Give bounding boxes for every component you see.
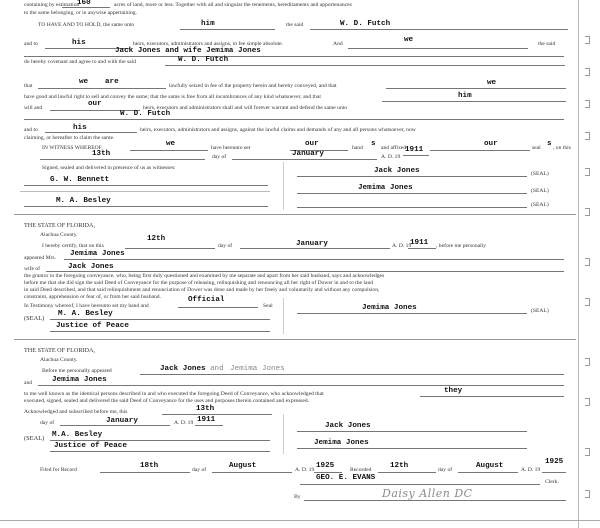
margin-tab — [585, 36, 590, 44]
we-2: we — [79, 78, 89, 86]
ack2-they: they — [444, 387, 463, 395]
ack1-ad: A. D. 19 — [392, 243, 412, 249]
ack2-grantor-faint: Jemima Jones — [230, 365, 285, 373]
ack1-wife-name: Jemima Jones — [70, 250, 125, 258]
section-divider-2 — [14, 339, 576, 340]
margin-tab — [585, 100, 590, 108]
margin-tab — [585, 168, 590, 176]
grantee-name-2: W. D. Futch — [178, 56, 229, 64]
habendum-said: the said — [286, 22, 304, 28]
ack2-day-of: day of — [40, 420, 55, 426]
ack1-signer: Jemima Jones — [362, 304, 417, 312]
seal-3: (SEAL) — [531, 202, 549, 208]
bottom-edge — [0, 520, 600, 521]
margin-tab — [585, 132, 590, 140]
margin-tab — [585, 448, 590, 456]
clerk-label: Clerk. — [545, 479, 559, 485]
filed-day-of: day of — [192, 467, 207, 473]
deed-ad: A. D. 19 — [381, 154, 401, 160]
ack1-official: Official — [188, 296, 225, 304]
ack1-seal: (SEAL) — [24, 315, 45, 322]
and-label: And — [333, 41, 343, 47]
deed-day-of: day of — [212, 154, 227, 160]
our-2: our — [305, 140, 319, 148]
seized-text: lawfully seized in fee of the property herein and hereby conveyed, and that — [169, 83, 337, 89]
his-2: his — [73, 124, 87, 132]
covenant-text: do hereby covenant and agree to and with the said — [24, 59, 136, 65]
filed-year: 1925 — [316, 462, 335, 470]
filed-ad: A. D. 19 — [295, 467, 315, 473]
we-3: we — [487, 79, 497, 87]
deed-line-0a: containing by estimation — [24, 2, 80, 8]
witness-label: IN WITNESS WHEREOF, — [42, 145, 103, 151]
deed-line-1: to the same belonging, or in anywise appertaining. — [24, 10, 137, 16]
ack1-husband: Jack Jones — [68, 263, 114, 271]
right-text: have good and lawful right to sell and convey the same; that the same is free from all incumbrances of any kind whatsoever, and that — [24, 94, 321, 100]
margin-tab — [585, 358, 590, 366]
recorded-year: 1925 — [545, 458, 564, 466]
ack1-body-3: in said Deed described, and that said relinquishment and renunciation of Dower was done and made by her freely and voluntarily and without any compulsion, — [24, 287, 380, 293]
ack1-column-rule — [283, 298, 284, 334]
ack1-body-2: before me that she did sign the said Deed of Conveyance for the purpose of releasing, relinquishing and renouncing all her right of Dower in and to the land — [24, 280, 374, 286]
seal-2: (SEAL) — [531, 188, 549, 194]
deed-line-0b: acres of land, more or less. Together with all and singular the tenements, hereditaments and appurtenances — [114, 2, 352, 8]
ack1-year: 1911 — [410, 239, 429, 247]
ack1-officer-title: Justice of Peace — [56, 322, 129, 330]
ack2-grantor-1: Jack Jones — [160, 365, 206, 373]
ack1-seal-word: Seal — [263, 303, 273, 309]
warrant-text: heirs, executors and administrators shall and will forever warrant and defend the same unto — [143, 105, 348, 111]
ack1-seal-2: (SEAL) — [531, 308, 549, 314]
ack1-day-of: day of — [218, 243, 233, 249]
our-1: our — [88, 100, 102, 108]
clerk-name: GEO. E. EVANS — [316, 474, 376, 482]
that-1: that — [24, 83, 33, 89]
ack1-body-1: the grantor in the foregoing conveyance, who, being first duly questioned and examined by me separate and apart from her said husband, says and acknowledges — [24, 273, 385, 279]
ack2-grantor-2: Jemima Jones — [52, 376, 107, 384]
grantors-names: Jack Jones and wife Jemima Jones — [115, 47, 261, 55]
seal-1: (SEAL) — [531, 171, 549, 177]
and-affixed: and affixed — [381, 145, 407, 151]
seal-label-1: seal — [532, 145, 541, 151]
him-2: him — [458, 92, 472, 100]
habendum-label: TO HAVE AND TO HOLD, the same unto — [38, 22, 135, 28]
are-1: are — [105, 78, 119, 86]
on-this: , on this — [553, 145, 571, 151]
ack2-column-rule — [283, 414, 284, 454]
ack2-county: Alachua County. — [40, 357, 78, 363]
margin-tab — [585, 208, 590, 216]
deputy-signature: Daisy Allen DC — [382, 487, 473, 500]
ack2-and-label: and — [24, 380, 33, 386]
margin-tab — [585, 490, 590, 498]
and-to-label: and to — [24, 41, 38, 47]
section-divider-1 — [14, 214, 576, 215]
ack2-seal: (SEAL) — [24, 435, 45, 442]
recorded-label: Recorded — [350, 467, 372, 473]
habendum-him: him — [201, 20, 215, 28]
ack1-testimony: In Testimony whereof, I have hereunto set my hand and — [24, 303, 149, 309]
ack2-executed: executed, signed, sealed and delivered the said Deed of Conveyance for the uses and purposes therein contained and expressed. — [24, 398, 310, 404]
ack2-and-word: and — [210, 365, 224, 373]
recorded-day-of: day of — [438, 467, 453, 473]
hand-label: hand — [352, 145, 363, 151]
filed-label: Filed for Record — [40, 467, 77, 473]
ack2-known: to me well known as the identical persons described in and who executed the foregoing Deed of Conveyance, who acknowledged that — [24, 391, 324, 397]
ack2-subscribed: Acknowledged and subscribed before me, this — [24, 409, 128, 415]
margin-tab — [585, 68, 590, 76]
ack2-officer-title: Justice of Peace — [54, 442, 127, 450]
by-label: By — [294, 494, 301, 500]
witness-2: M. A. Besley — [56, 197, 111, 205]
ack1-body-4: constraint, apprehension or fear of, or from her said husband. — [24, 294, 162, 300]
margin-tab — [585, 298, 590, 306]
acreage-value: 160 — [77, 0, 91, 7]
ack2-signer-2: Jemima Jones — [314, 439, 369, 447]
claiming-text: claiming, or hereafter to claim the same. — [24, 135, 115, 141]
ack2-officer-name: M.A. Besley — [52, 431, 103, 439]
recorded-day: 12th — [390, 462, 409, 470]
we-1: we — [404, 36, 414, 44]
deed-day: 13th — [92, 150, 111, 158]
recorded-ad: A. D. 19 — [521, 467, 541, 473]
ack2-ad: A. D. 19 — [174, 420, 194, 426]
our-3: our — [484, 140, 498, 148]
margin-tab — [585, 258, 590, 266]
ack1-month: January — [296, 240, 328, 248]
the-said-1: the said — [538, 41, 556, 47]
signer-1: Jack Jones — [374, 167, 420, 175]
we-4: we — [166, 140, 176, 148]
ack2-signer-1: Jack Jones — [325, 422, 371, 430]
filed-month: August — [229, 462, 257, 470]
filed-day: 18th — [140, 462, 159, 470]
right-margin-line — [578, 0, 579, 528]
ack2-state: THE STATE OF FLORIDA, — [24, 347, 96, 354]
ack1-officer-name: M. A. Besley — [58, 310, 113, 318]
witness-1: G. W. Bennett — [50, 176, 110, 184]
seal-s: s — [547, 140, 552, 148]
ack1-before: , before me personally — [436, 243, 487, 249]
ack1-certify: I hereby certify, that on this — [42, 243, 104, 249]
ack1-wife-of: wife of — [24, 266, 40, 272]
will-and: will and — [24, 105, 43, 111]
deed-divider — [20, 191, 270, 192]
assigns-text: heirs, executors, administrators and assigns, against the lawful claims and demands of any and all persons whatsoever, now — [140, 127, 416, 133]
ack2-before: Before me personally appeared — [42, 368, 112, 374]
signature-column-rule — [283, 162, 284, 210]
signed-text: Signed, sealed and delivered in presence of us as witnesses: — [42, 165, 176, 171]
ack1-state: THE STATE OF FLORIDA, — [24, 222, 96, 229]
margin-tab — [585, 398, 590, 406]
ack2-month: January — [106, 417, 138, 425]
hand-s: s — [371, 140, 376, 148]
grantee-name: W. D. Futch — [340, 20, 391, 28]
ack2-day: 13th — [196, 405, 215, 413]
and-to-2: and to — [24, 127, 38, 133]
deed-year: 1911 — [405, 146, 424, 154]
signer-2: Jemima Jones — [358, 184, 413, 192]
ack1-county: Alachua County. — [40, 232, 78, 238]
have-set: have hereunto set — [211, 145, 251, 151]
ack1-day: 12th — [147, 235, 166, 243]
deed-month: January — [292, 150, 324, 158]
his-1: his — [72, 39, 86, 47]
grantee-name-3: W. D. Futch — [120, 110, 171, 118]
ack1-appeared: appeared Mrs. — [24, 255, 56, 261]
ack2-year: 1911 — [197, 416, 216, 424]
heirs-text: heirs, executors, administrators and assigns, in fee simple absolute. — [133, 41, 284, 47]
recorded-month: August — [476, 462, 504, 470]
